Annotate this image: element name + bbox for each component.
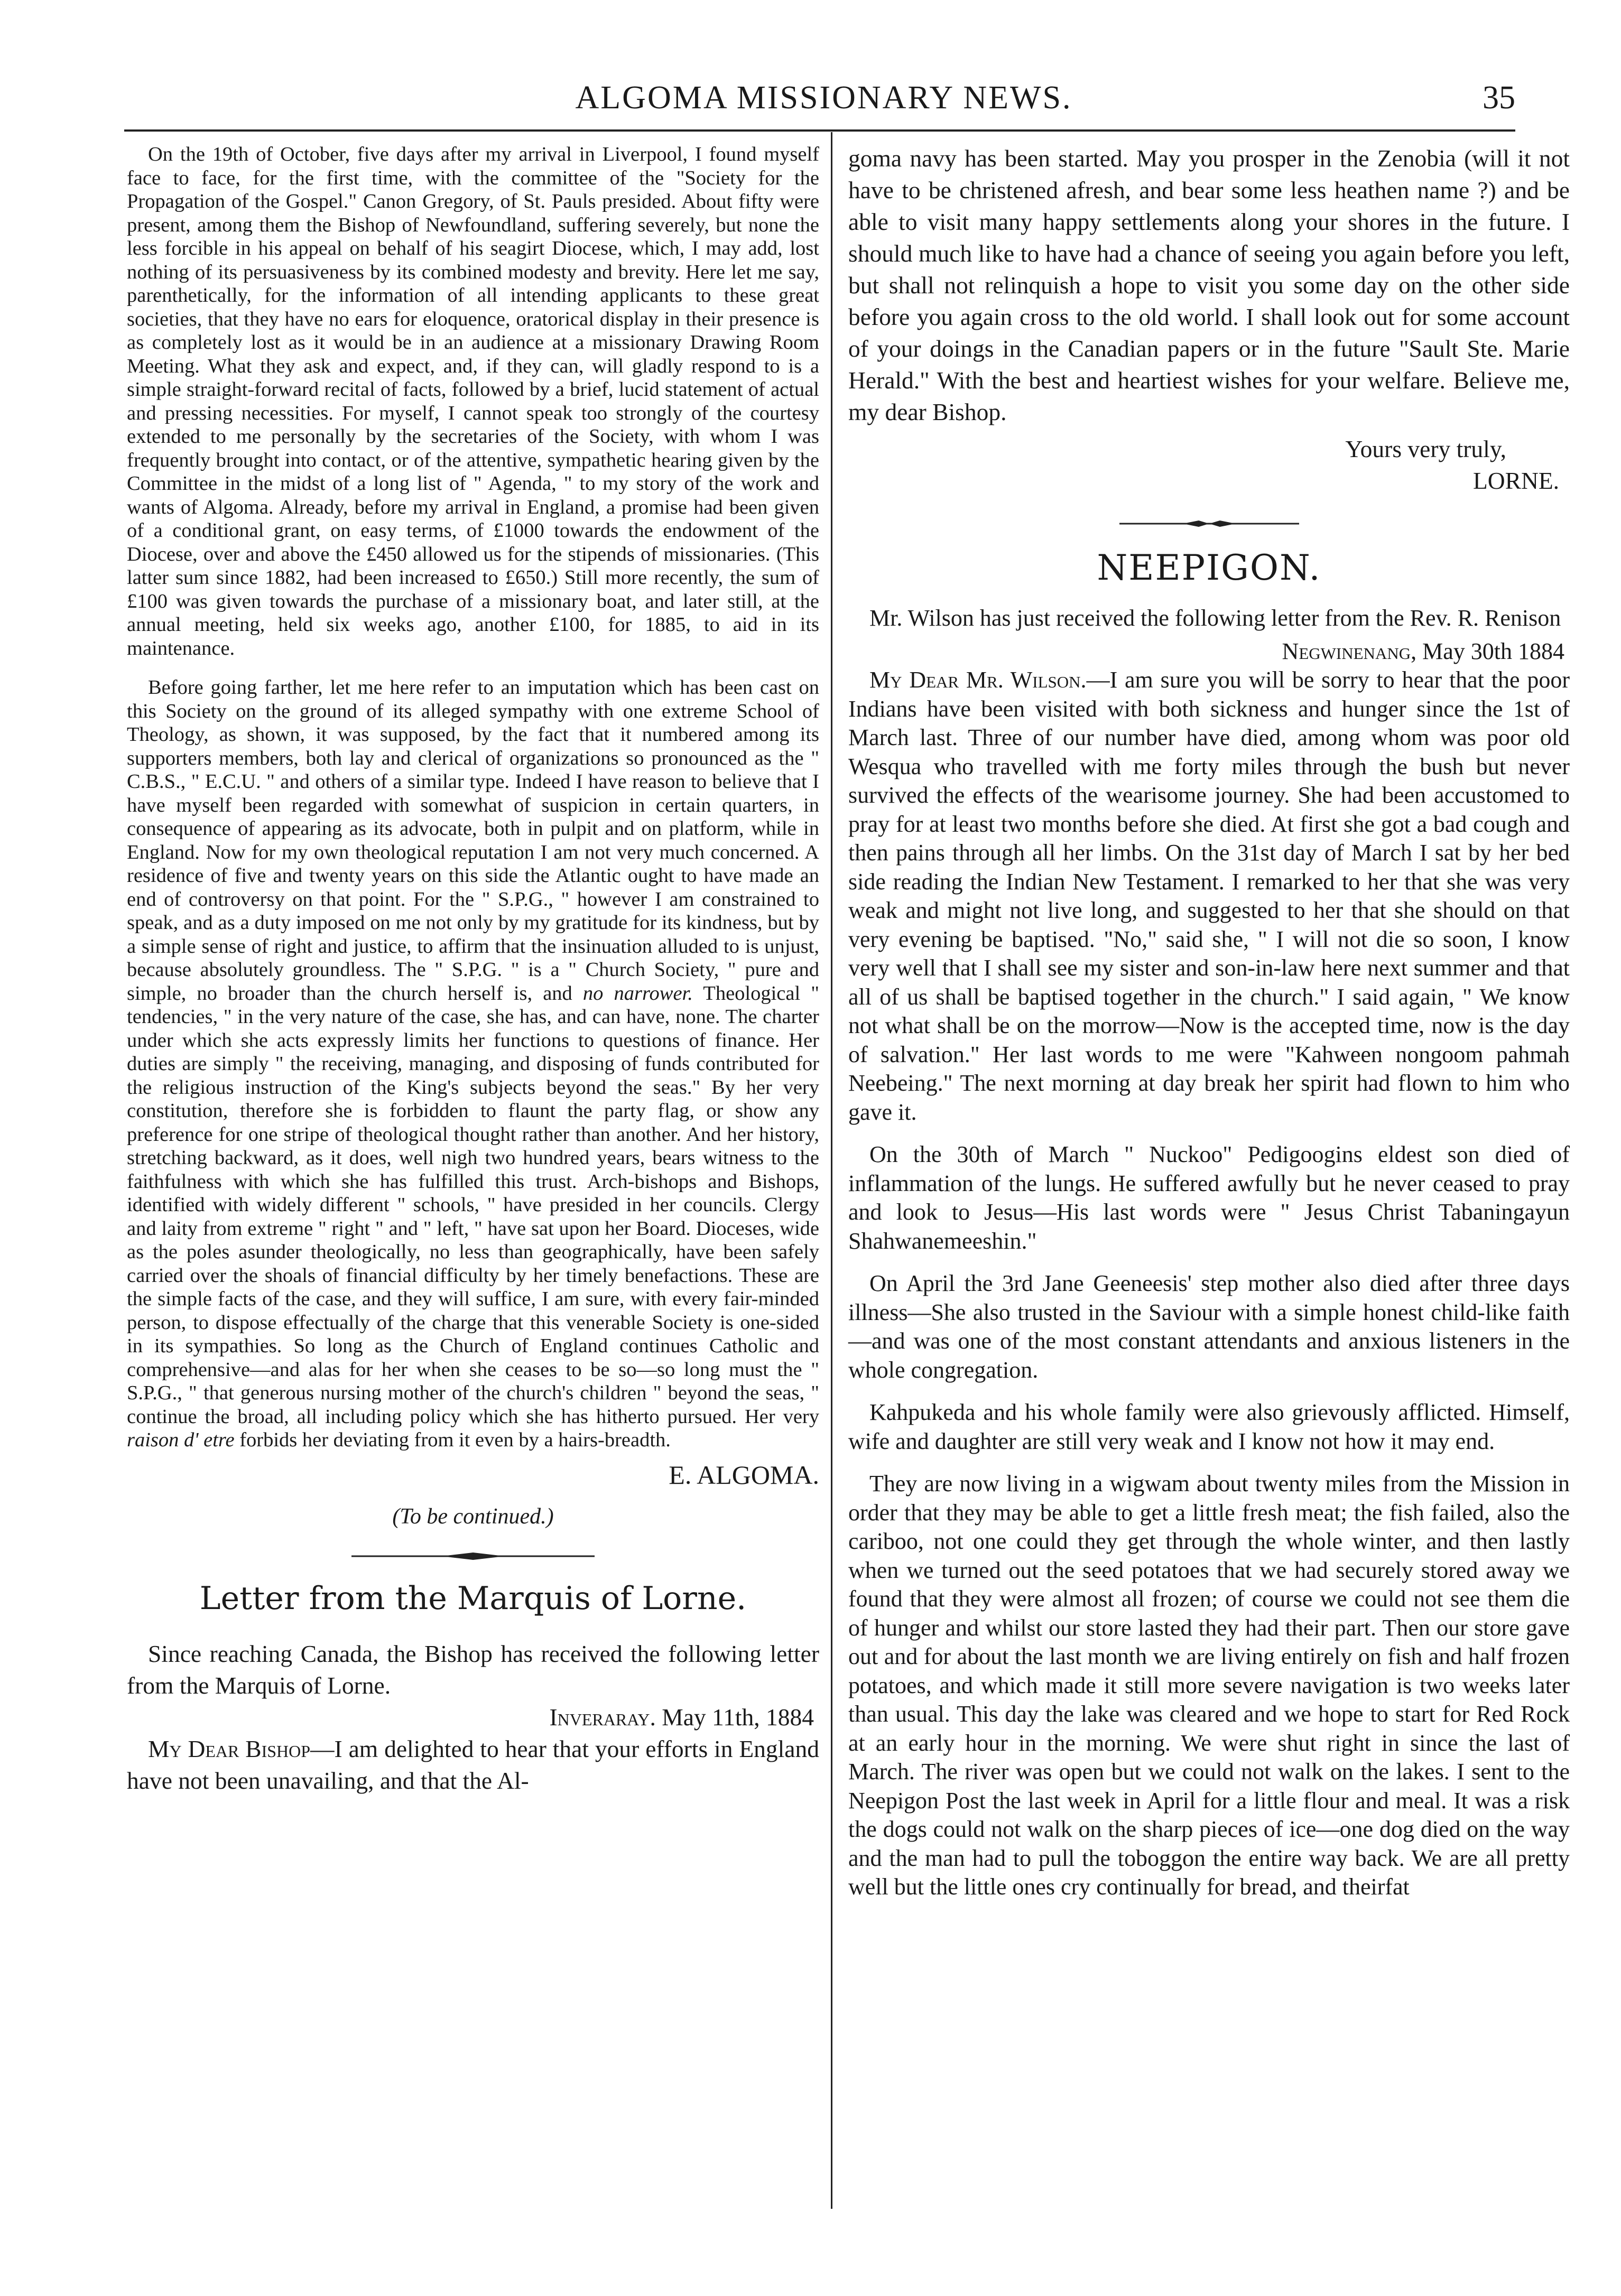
neepigon-heading: NEEPIGON.	[1097, 547, 1321, 588]
lorne-intro: Since reaching Canada, the Bishop has received the following letter from the Marquis of Lorne.	[127, 1640, 819, 1699]
letter-closing: Yours very truly,	[1345, 435, 1506, 462]
left-column	[127, 143, 819, 1797]
neepigon-paragraph: On April the 3rd Jane Geeneesis' step mother also died after three days illness—She also trusted in the Saviour with a simple honest child-like faith—and was one of the most constant attendants and anxious listeners in the whole congregation.	[848, 1270, 1570, 1383]
publication-title: ALGOMA MISSIONARY NEWS.	[575, 80, 1072, 116]
lorne-letter-heading: Letter from the Marquis of Lorne.	[199, 1579, 747, 1617]
page-header	[132, 79, 1515, 137]
section-divider-ornament	[351, 1550, 595, 1562]
neepigon-paragraph: They are now living in a wigwam about twenty miles from the Mission in order that they may be able to get a little fresh meat; the fish failed, also the cariboo, not one could they get through the whole winter, and then lastly when we turned out the seed potatoes that we had securely stored away we found that they were almost all frozen; of course we could not see them die of hunger and whilst our store lasted they had their part. Then our store gave out and for about the last month we are living entirely on fish and half frozen potatoes, and which made it still more severe navigation is two weeks later than usual. This day the lake was cleared and we hope to start for Red Rock at an early hour in the morning. We were shut right in since the last of March. The river was open but we could not walk on the lakes. I sent to the Neepigon Post the last week in April for a little flour and meal. It was a risk the dogs could not walk on the sharp pieces of ice—one dog died on the way and the man had to pull the toboggon the entire way back. We are all pretty well but the little ones cry continually for bread, and theirfat	[848, 1471, 1570, 1900]
article-paragraph: Before going farther, let me here refer to an imputation which has been cast on this Society on the ground of its alleged sympathy with one extreme School of Theology, as shown, it was supposed, by the fact that it numbered among its supporters members, both lay and clerical of organizations so pronounced as the " C.B.S., " E.C.U. " and others of a similar type. Indeed I have reason to believe that I have myself been regarded with somewhat of suspicion in certain quarters, in consequence of appearing as its advocate, both in pulpit and on platform, while in England. Now for my own theological reputation I am not very much concerned. A residence of five and twenty years on this side the Atlantic ought to have made an end of controversy on that point. For the " S.P.G., " however I am constrained to speak, and as a duty imposed on me not only by my gratitude for its kindness, but by a simple sense of right and justice, to affirm that the insinuation alluded to is unjust, because absolutely groundless. The " S.P.G. " is a " Church Society, " pure and simple, no broader than the church herself is, and no narrower. Theological " tendencies, " in the very nature of the case, she has, and can have, none. The charter under which she acts expressly limits her functions to questions of finance. Her duties are simply " the receiving, managing, and disposing of funds contributed for the religious instruction of the King's subjects beyond the seas." By her very constitution, therefore she is forbidden to flaunt the party flag, or show any preference for one stripe of theological thought rather than another. And her history, stretching backward, as it does, well nigh two hundred years, bears witness to the faithfulness with which she has fulfilled this trust. Arch-bishops and Bishops, identified with widely different " schools, " have presided in her councils. Clergy and laity from extreme " right " and " left, " have sat upon her Board. Dioceses, wide as the poles asunder theologically, no less than geographically, have been safely carried over the shoals of financial difficulty by her timely benefactions. These are the simple facts of the case, and they will suffice, I am sure, with every fair-minded person, to dispose effectually of the charge that this venerable Society is one-sided in its sympathies. So long as the Church of England continues Catholic and comprehensive—and alas for her when she ceases to be so—so long must the " S.P.G., " that generous nursing mother of the church's children " beyond the seas, " continue the broad, all including policy which she has hitherto pursued. Her very raison d' etre forbids her deviating from it even by a hairs-breadth.	[127, 676, 819, 1451]
article-signature: E. ALGOMA.	[669, 1460, 819, 1490]
page-number: 35	[1483, 80, 1515, 116]
neepigon-dateline: Negwinenang, May 30th 1884	[1282, 638, 1564, 664]
lorne-letter-start: My Dear Bishop—I am delighted to hear that your efforts in England have not been unavailing, and that the Al-	[127, 1735, 819, 1794]
column-rule	[831, 132, 832, 2209]
lorne-letter-continuation: goma navy has been started. May you prosper in the Zenobia (will it not have to be christened afresh, and bear some less heathen name ?) and be able to visit many happy settlements along your shores in the future. I should much like to have had a chance of seeing you again before you left, but shall not relinquish a hope to visit you some day on the other side before you again cross to the old world. I shall look out for some account of your doings in the Canadian papers or in the future "Sault Ste. Marie Herald." With the best and heartiest wishes for your welfare. Believe me, my dear Bishop.	[848, 145, 1570, 425]
neepigon-paragraph: On the 30th of March " Nuckoo" Pedigoogins eldest son died of inflammation of the lungs. He suffered awfully but he never ceased to pray and look to Jesus—His last words were " Jesus Christ Tabaningayun Shahwanemeeshin."	[848, 1141, 1570, 1254]
right-column	[848, 143, 1570, 1902]
header-rule	[124, 129, 1515, 132]
letter-signature: LORNE.	[1472, 467, 1559, 494]
neepigon-paragraph: Kahpukeda and his whole family were also grievously afflicted. Himself, wife and daughter are still very weak and I know not how it may end.	[848, 1399, 1570, 1454]
article-paragraph: On the 19th of October, five days after my arrival in Liverpool, I found myself face to face, for the first time, with the committee of the "Society for the Propagation of the Gospel." Canon Gregory, of St. Pauls presided. About fifty were present, among them the Bishop of Newfoundland, suffering severely, but none the less forcible in his appeal on behalf of his seagirt Diocese, which, I may add, lost nothing of its persuasiveness by its combined modesty and brevity. Here let me say, parenthetically, for the information of all intending applicants to these great societies, that they have no ears for eloquence, oratorical display in their presence is as completely lost as it would be in an audience at a missionary Drawing Room Meeting. What they ask and expect, and, if they can, will gladly respond to is a simple straight-forward recital of facts, followed by a brief, lucid statement of actual and pressing necessities. For myself, I cannot speak too strongly of the courtesy extended to me personally by the secretaries of the Society, with whom I was frequently brought into contact, or of the attentive, sympathetic hearing given by the Committee in the midst of a long list of " Agenda, " to my story of the work and wants of Algoma. Already, before my arrival in England, a promise had been given of a conditional grant, on easy terms, of £1000 towards the endowment of the Diocese, over and above the £450 allowed us for the stipends of missionaries. (This latter sum since 1882, had been increased to £650.) Still more recently, the sum of £100 was given towards the purchase of a missionary boat, and later still, at the annual meeting, held six weeks ago, another £100, for 1885, to aid in its maintenance.	[127, 143, 819, 659]
continued-note: (To be continued.)	[392, 1504, 554, 1529]
neepigon-intro: Mr. Wilson has just received the following letter from the Rev. R. Renison	[869, 605, 1561, 631]
section-divider-ornament	[1119, 518, 1299, 529]
lorne-dateline: Inveraray. May 11th, 1884	[549, 1703, 814, 1731]
neepigon-paragraph: My Dear Mr. Wilson.—I am sure you will be sorry to hear that the poor Indians have been visited with both sickness and hunger since the 1st of March last. Three of our number have died, among whom was poor old Wesqua who travelled with me forty miles through the bush but never survived the effects of the wearisome journey. She had been accustomed to pray for at least two months before she died. At first she got a bad cough and then pains through all her limbs. On the 31st day of March I sat by her bed side reading the Indian New Testament. I remarked to her that she was very weak and might not live long, and suggested to her that she should on that very evening be baptised. "No," said she, " I will not die so soon, I know very well that I shall see my sister and son-in-law here next summer and that all of us shall be baptised together in the church." I said again, " We know not what shall be on the morrow—Now is the accepted time, now is the day of salvation." Her last words to me were "Kahween nongoom pahmah Neebeing." The next morning at day break her spirit had flown to him who gave it.	[848, 667, 1570, 1125]
